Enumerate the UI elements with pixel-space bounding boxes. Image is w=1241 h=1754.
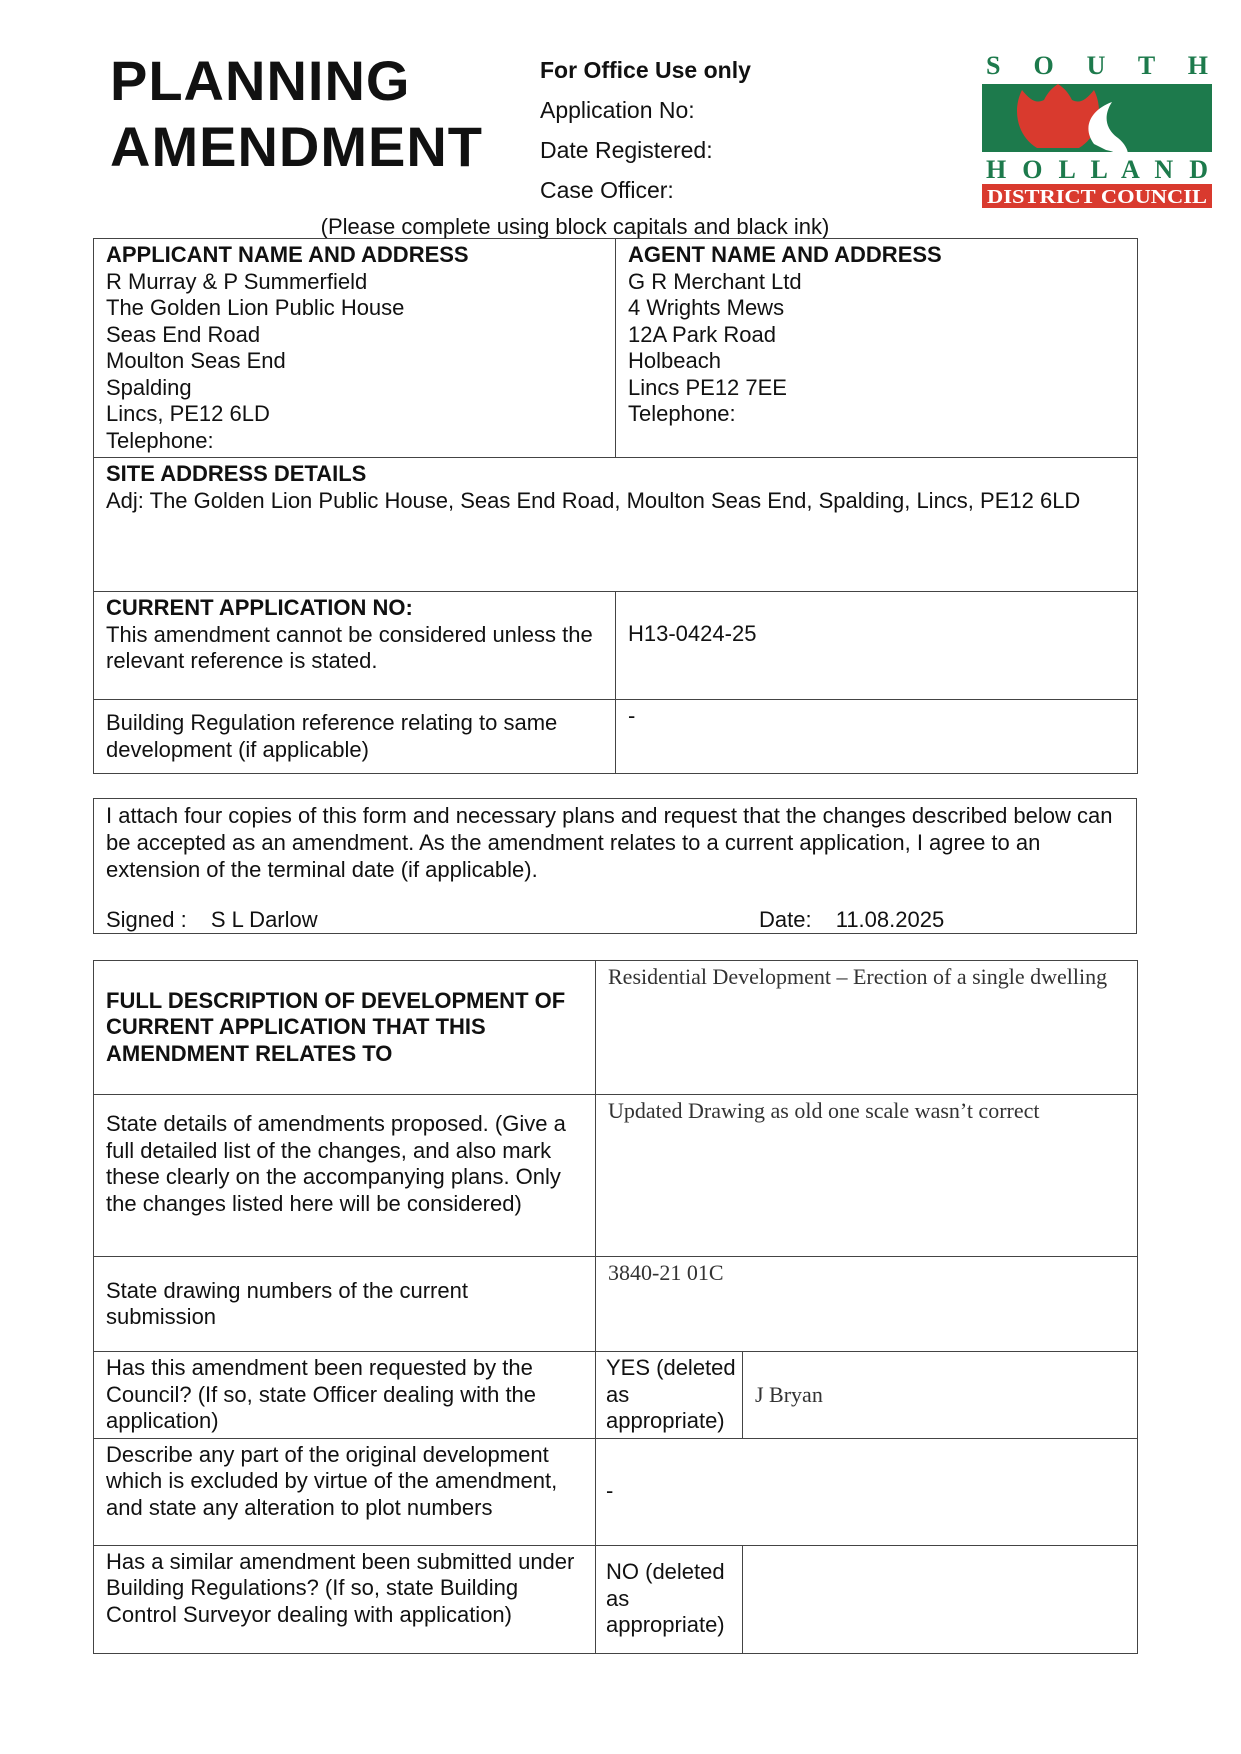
logo-line-1: S O U T H xyxy=(986,51,1208,80)
logo-line-2: H O L L A N D xyxy=(986,155,1208,184)
agent-heading: AGENT NAME AND ADDRESS xyxy=(628,242,942,267)
similar-amendment-surveyor xyxy=(743,1545,1138,1653)
similar-amendment-answer: NO (deleted as appropriate) xyxy=(596,1545,743,1653)
applicant-cell xyxy=(94,239,616,458)
current-application-label-cell xyxy=(94,592,616,700)
date-value: 11.08.2025 xyxy=(835,907,945,932)
signed-value: S L Darlow xyxy=(210,907,318,932)
case-officer-label: Case Officer: xyxy=(540,177,674,203)
date-registered-label: Date Registered: xyxy=(540,137,713,163)
current-application-note: This amendment cannot be considered unless the relevant reference is stated. xyxy=(106,621,593,673)
south-holland-logo xyxy=(982,48,1212,208)
title-line-1: PLANNING xyxy=(110,49,411,112)
building-regulation-label: Building Regulation reference relating to same development (if applicable) xyxy=(94,700,616,774)
office-use-heading: For Office Use only xyxy=(540,57,751,83)
agent-address: G R Merchant Ltd 4 Wrights Mews 12A Park Road Holbeach Lincs PE12 7EE Telephone: xyxy=(628,268,802,426)
similar-amendment-label: Has a similar amendment been submitted under Building Regulations? (If so, state Building Control Surveyor dealing with application) xyxy=(94,1545,596,1653)
declaration-text: I attach four copies of this form and necessary plans and request that the changes described below can be accepted as an amendment. As the amendment relates to a current application, I agree to an extension of the terminal date (if applicable). xyxy=(106,803,1113,882)
applicant-address: R Murray & P Summerfield The Golden Lion Public House Seas End Road Moulton Seas End Spalding Lincs, PE12 6LD Telephone: xyxy=(106,268,405,453)
building-regulation-value: - xyxy=(616,700,1138,774)
signed-label: Signed : xyxy=(106,907,187,932)
applicant-details-table xyxy=(93,238,1138,774)
drawing-numbers-value: 3840-21 01C xyxy=(596,1257,1138,1352)
amendments-label: State details of amendments proposed. (Give a full detailed list of the changes, and also mark these clearly on the accompanying plans. Only the changes listed here will be considered) xyxy=(94,1095,596,1257)
requested-by-council-label: Has this amendment been requested by the Council? (If so, state Officer dealing with the application) xyxy=(94,1352,596,1439)
date-group xyxy=(759,906,944,933)
current-application-heading: CURRENT APPLICATION NO: xyxy=(106,595,413,620)
instruction-note: (Please complete using block capitals and black ink) xyxy=(320,214,830,239)
requested-by-council-officer: J Bryan xyxy=(743,1352,1138,1439)
amendments-value: Updated Drawing as old one scale wasn’t correct xyxy=(596,1095,1138,1257)
applicant-heading: APPLICANT NAME AND ADDRESS xyxy=(106,242,469,267)
date-label: Date: xyxy=(759,907,812,932)
office-use-block xyxy=(540,50,751,210)
site-heading: SITE ADDRESS DETAILS xyxy=(106,461,367,486)
excluded-part-label: Describe any part of the original development which is excluded by virtue of the amendment, and state any alteration to plot numbers xyxy=(94,1438,596,1545)
application-no-label: Application No: xyxy=(540,97,695,123)
full-description-value: Residential Development – Erection of a single dwelling xyxy=(596,961,1138,1095)
signature-row xyxy=(106,906,1124,933)
title-line-2: AMENDMENT xyxy=(110,115,483,178)
full-description-label: FULL DESCRIPTION OF DEVELOPMENT OF CURRENT APPLICATION THAT THIS AMENDMENT RELATES TO xyxy=(94,961,596,1095)
agent-cell xyxy=(616,239,1138,458)
current-application-value: H13-0424-25 xyxy=(616,592,1138,700)
site-address: Adj: The Golden Lion Public House, Seas End Road, Moulton Seas End, Spalding, Lincs, PE12 6LD xyxy=(106,487,1081,513)
requested-by-council-answer: YES (deleted as appropriate) xyxy=(596,1352,743,1439)
declaration-box xyxy=(93,798,1137,934)
amendment-details-table xyxy=(93,960,1138,1654)
page-title xyxy=(110,48,483,180)
logo-line-3: DISTRICT COUNCIL xyxy=(987,186,1207,208)
drawing-numbers-label: State drawing numbers of the current submission xyxy=(94,1257,596,1352)
site-cell xyxy=(94,458,1138,592)
excluded-part-value: - xyxy=(596,1438,1138,1545)
